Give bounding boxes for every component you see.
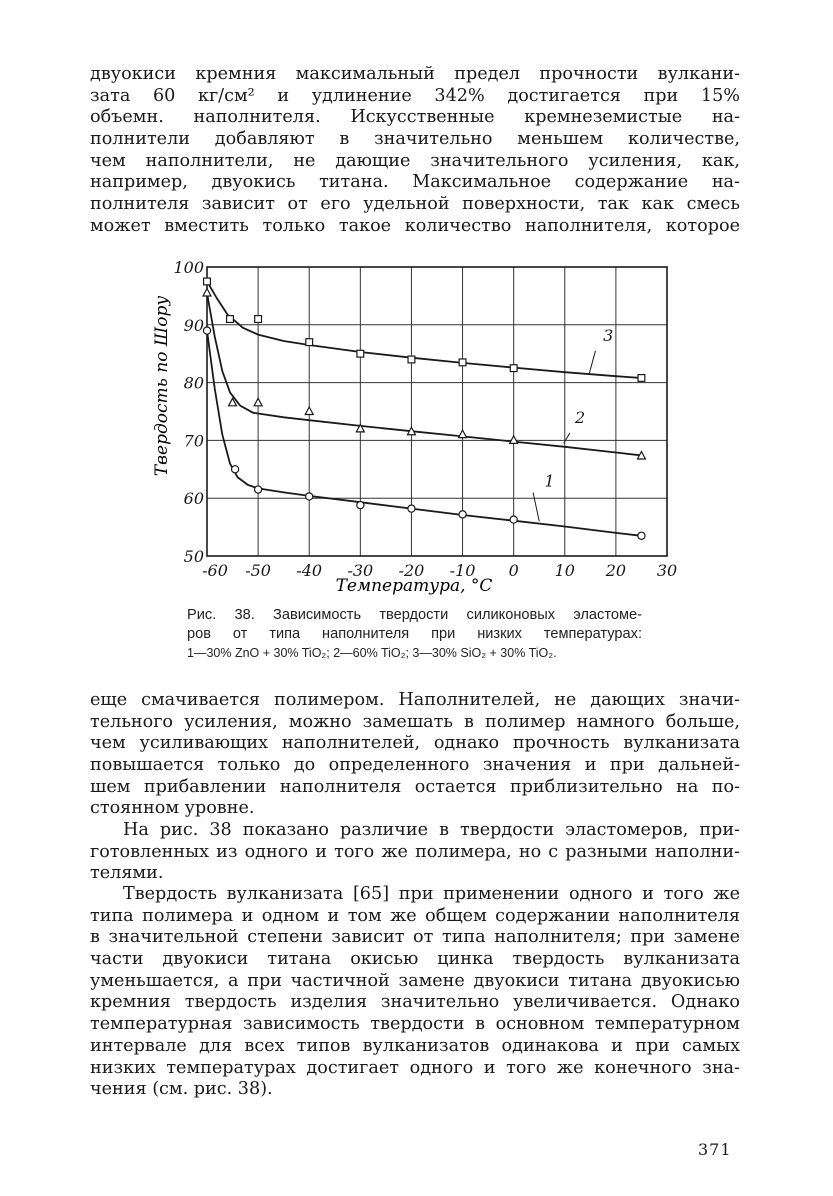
data-point-circle bbox=[203, 327, 210, 334]
y-axis-label: Твердость по Шору bbox=[152, 295, 172, 477]
text-line: типа полимера и одном и том же общем содержании наполнителя bbox=[90, 905, 740, 926]
text-line: чем усиливающих наполнителей, однако прочность вулканизата bbox=[90, 733, 740, 754]
text-line: телями. bbox=[90, 863, 164, 884]
text-line: еще смачивается полимером. Наполнителей, не дающих значи- bbox=[90, 690, 740, 710]
series-label: 1 bbox=[544, 471, 555, 491]
x-tick-label: -60 bbox=[202, 561, 228, 580]
data-point-square bbox=[204, 278, 211, 285]
caption-line: 1—30% ZnO + 30% TiO₂; 2—60% TiO₂; 3—30% SiO₂ + 30% TiO₂. bbox=[187, 646, 557, 660]
text-line: в значительной степени зависит от типа наполнителя; при замене bbox=[90, 927, 740, 948]
text-line: готовленных из одного и того же полимера, но с разными наполни- bbox=[90, 841, 740, 862]
data-point-circle bbox=[306, 493, 313, 500]
y-tick-label: 50 bbox=[183, 547, 204, 566]
series-label: 3 bbox=[603, 325, 614, 345]
text-line: стоянном уровне. bbox=[90, 798, 255, 819]
x-tick-label: 10 bbox=[554, 561, 575, 580]
data-point-square bbox=[255, 316, 262, 323]
series-line-3 bbox=[207, 281, 641, 378]
text-line: тельного усиления, можно замешать в полимер намного больше, bbox=[90, 711, 740, 732]
figure-caption bbox=[187, 606, 642, 663]
series-label-leader bbox=[589, 351, 595, 374]
text-line: Твердость вулканизата [65] при применении одного и того же bbox=[123, 884, 740, 904]
data-point-square bbox=[510, 365, 517, 372]
series-line-2 bbox=[207, 293, 641, 455]
data-point-triangle bbox=[510, 436, 518, 444]
text-line: интервале для всех типов вулканизатов одинакова и при самых bbox=[90, 1035, 740, 1056]
y-tick-label: 90 bbox=[183, 315, 204, 335]
data-point-square bbox=[638, 375, 645, 382]
data-point-circle bbox=[408, 505, 415, 512]
y-tick-label: 60 bbox=[183, 489, 204, 509]
text-line: части двуокиси титана окисью цинка твердость вулканизата bbox=[90, 949, 740, 970]
x-tick-label: -20 bbox=[398, 561, 425, 580]
x-tick-label: 0 bbox=[508, 561, 519, 580]
data-point-square bbox=[408, 356, 415, 363]
figure-38 bbox=[150, 258, 678, 598]
x-axis-label: Температура, °С bbox=[335, 576, 493, 596]
page-number: 371 bbox=[698, 1140, 732, 1159]
text-line: температурная зависимость твердости в основном температурном bbox=[90, 1014, 740, 1035]
x-tick-label: -40 bbox=[296, 561, 323, 580]
text-line: низких температурах достигает одного и того же конечного зна- bbox=[90, 1057, 740, 1078]
data-point-circle bbox=[510, 516, 517, 523]
data-point-circle bbox=[232, 466, 239, 473]
series-label-leader bbox=[533, 492, 539, 521]
paragraph-top bbox=[90, 64, 740, 238]
data-point-square bbox=[357, 350, 364, 357]
data-point-circle bbox=[357, 502, 364, 509]
hardness-chart bbox=[150, 258, 678, 598]
y-tick-label: 70 bbox=[183, 431, 204, 451]
x-tick-label: -50 bbox=[245, 561, 271, 580]
text-line: шем прибавлении наполнителя остается приблизительно на по- bbox=[90, 776, 740, 797]
text-line: чения (см. рис. 38). bbox=[90, 1079, 273, 1100]
text-line: полнители добавляют в значительно меньшем количестве, bbox=[90, 129, 740, 150]
data-point-circle bbox=[255, 486, 262, 493]
series-label: 2 bbox=[575, 408, 586, 428]
paragraph-continue bbox=[90, 690, 740, 820]
text-line: повышается только до определенного значения и при дальней- bbox=[90, 755, 740, 776]
y-tick-label: 80 bbox=[183, 373, 204, 393]
paragraph-fig-ref bbox=[90, 820, 740, 885]
data-point-circle bbox=[459, 511, 466, 518]
chart-series bbox=[203, 278, 645, 539]
data-point-triangle bbox=[305, 407, 313, 415]
data-point-triangle bbox=[459, 430, 467, 438]
data-point-triangle bbox=[203, 289, 211, 297]
text-line: уменьшается, а при частичной замене двуокиси титана двуокисью bbox=[90, 970, 740, 991]
x-tick-label: 20 bbox=[605, 561, 627, 580]
data-point-square bbox=[227, 316, 234, 323]
data-point-square bbox=[459, 359, 466, 366]
x-tick-label: -30 bbox=[347, 561, 374, 580]
data-point-square bbox=[306, 339, 313, 346]
text-line: например, двуокись титана. Максимальное содержание на- bbox=[90, 172, 740, 193]
text-line: полнителя зависит от его удельной поверхности, так как смесь bbox=[90, 194, 740, 215]
data-point-circle bbox=[638, 532, 645, 539]
text-line: объемн. наполнителя. Искусственные кремнеземистые на- bbox=[90, 107, 740, 128]
x-tick-label: 30 bbox=[656, 561, 678, 580]
text-line: двуокиси кремния максимальный предел прочности вулкани- bbox=[90, 64, 740, 84]
text-line: может вместить только такое количество наполнителя, которое bbox=[90, 215, 740, 236]
paragraph-hardness bbox=[90, 884, 740, 1101]
caption-line: Рис. 38. Зависимость твердости силиконовых эластоме- bbox=[187, 607, 642, 623]
text-line: На рис. 38 показано различие в твердости эластомеров, при- bbox=[123, 820, 740, 840]
x-tick-label: -10 bbox=[449, 561, 476, 580]
text-line: кремния твердость изделия значительно увеличивается. Однако bbox=[90, 992, 740, 1013]
data-point-triangle bbox=[254, 398, 262, 406]
y-tick-label: 100 bbox=[173, 258, 204, 277]
text-line: зата 60 кг/см² и удлинение 342% достигается при 15% bbox=[90, 85, 740, 106]
text-line: чем наполнители, не дающие значительного усиления, как, bbox=[90, 150, 740, 171]
caption-line: ров от типа наполнителя при низких температурах: bbox=[187, 626, 642, 642]
